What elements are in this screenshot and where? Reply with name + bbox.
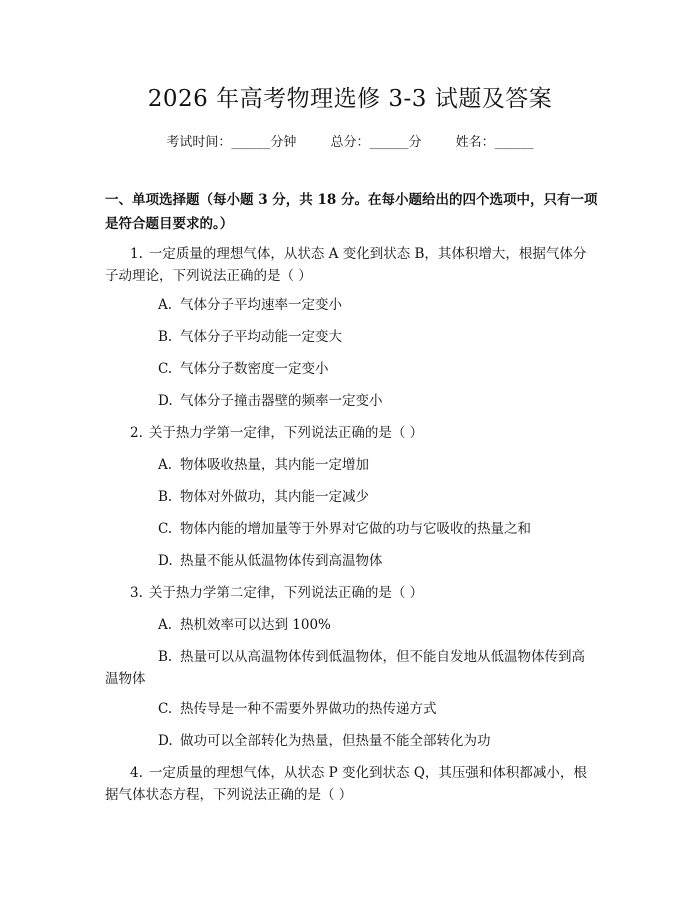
- question-4-stem-line2: 据气体状态方程，下列说法正确的是（ ）: [105, 787, 353, 803]
- question-3-option-d: [158, 729, 491, 753]
- option-text: 做功可以全部转化为热量，但热量不能全部转化为功: [180, 733, 491, 749]
- option-text: 物体吸收热量，其内能一定增加: [180, 457, 369, 473]
- document-title: 2026 年高考物理选修 3-3 试题及答案: [147, 86, 553, 112]
- exam-meta-line: [0, 131, 700, 150]
- question-2-option-d: [158, 549, 383, 573]
- question-3-option-c: [158, 697, 437, 721]
- option-letter: B.: [158, 649, 173, 665]
- question-3-option-a: [158, 613, 331, 637]
- question-3-option-b-continuation: 温物体: [105, 671, 146, 687]
- option-text: 物体内能的增加量等于外界对它做的功与它吸收的热量之和: [180, 521, 531, 537]
- option-letter: C.: [158, 361, 173, 377]
- question-2-number: 2.: [130, 425, 143, 441]
- question-1-stem-line2: 子动理论，下列说法正确的是（ ）: [105, 268, 312, 284]
- question-2-option-b: [158, 485, 369, 509]
- option-letter: D.: [158, 393, 173, 409]
- option-text: 物体对外做功，其内能一定减少: [180, 489, 369, 505]
- question-1-option-d: [158, 389, 383, 413]
- question-3-number: 3.: [130, 585, 143, 601]
- question-2-option-c: [158, 517, 531, 541]
- question-3-option-b: [158, 645, 585, 669]
- total-score-field: 总分：______分: [330, 135, 422, 150]
- option-text: 热机效率可以达到 100%: [180, 617, 331, 633]
- option-letter: A.: [158, 617, 173, 633]
- question-4-stem-line1: 一定质量的理想气体，从状态 P 变化到状态 Q，其压强和体积都减小，根: [148, 765, 587, 781]
- option-letter: C.: [158, 701, 173, 717]
- question-1-option-c: [158, 357, 329, 381]
- option-letter: A.: [158, 457, 173, 473]
- student-name-field: 姓名：______: [455, 135, 534, 150]
- question-1-option-b: [158, 325, 342, 349]
- question-4-number: 4.: [130, 765, 143, 781]
- option-text: 热传导是一种不需要外界做功的热传递方式: [180, 701, 437, 717]
- question-3-stem: [130, 581, 423, 605]
- option-text: 热量可以从高温物体传到低温物体，但不能自发地从低温物体传到高: [180, 649, 585, 665]
- question-1-number: 1.: [130, 246, 143, 262]
- option-text: 气体分子平均动能一定变大: [180, 329, 342, 345]
- question-1-option-a: [158, 293, 342, 317]
- option-letter: B.: [158, 489, 173, 505]
- question-3-stem-line1: 关于热力学第二定律，下列说法正确的是（ ）: [148, 585, 424, 601]
- question-4-stem: [130, 761, 587, 785]
- exam-time-field: 考试时间：______分钟: [166, 135, 297, 150]
- option-letter: A.: [158, 297, 173, 313]
- section-heading-single-choice: 一、单项选择题（每小题 3 分，共 18 分。在每小题给出的四个选项中，只有一项是符合题目要求的。）: [105, 192, 598, 232]
- option-letter: C.: [158, 521, 173, 537]
- option-letter: B.: [158, 329, 173, 345]
- question-1-stem-line1: 一定质量的理想气体，从状态 A 变化到状态 B，其体积增大，根据气体分: [148, 246, 587, 262]
- option-text: 气体分子数密度一定变小: [180, 361, 329, 377]
- question-2-option-a: [158, 453, 369, 477]
- option-letter: D.: [158, 733, 173, 749]
- option-text: 气体分子撞击器壁的频率一定变小: [180, 393, 383, 409]
- question-2-stem-line1: 关于热力学第一定律，下列说法正确的是（ ）: [148, 425, 424, 441]
- question-1-stem: [130, 242, 586, 266]
- question-2-stem: [130, 421, 423, 445]
- option-text: 热量不能从低温物体传到高温物体: [180, 553, 383, 569]
- option-letter: D.: [158, 553, 173, 569]
- option-text: 气体分子平均速率一定变小: [180, 297, 342, 313]
